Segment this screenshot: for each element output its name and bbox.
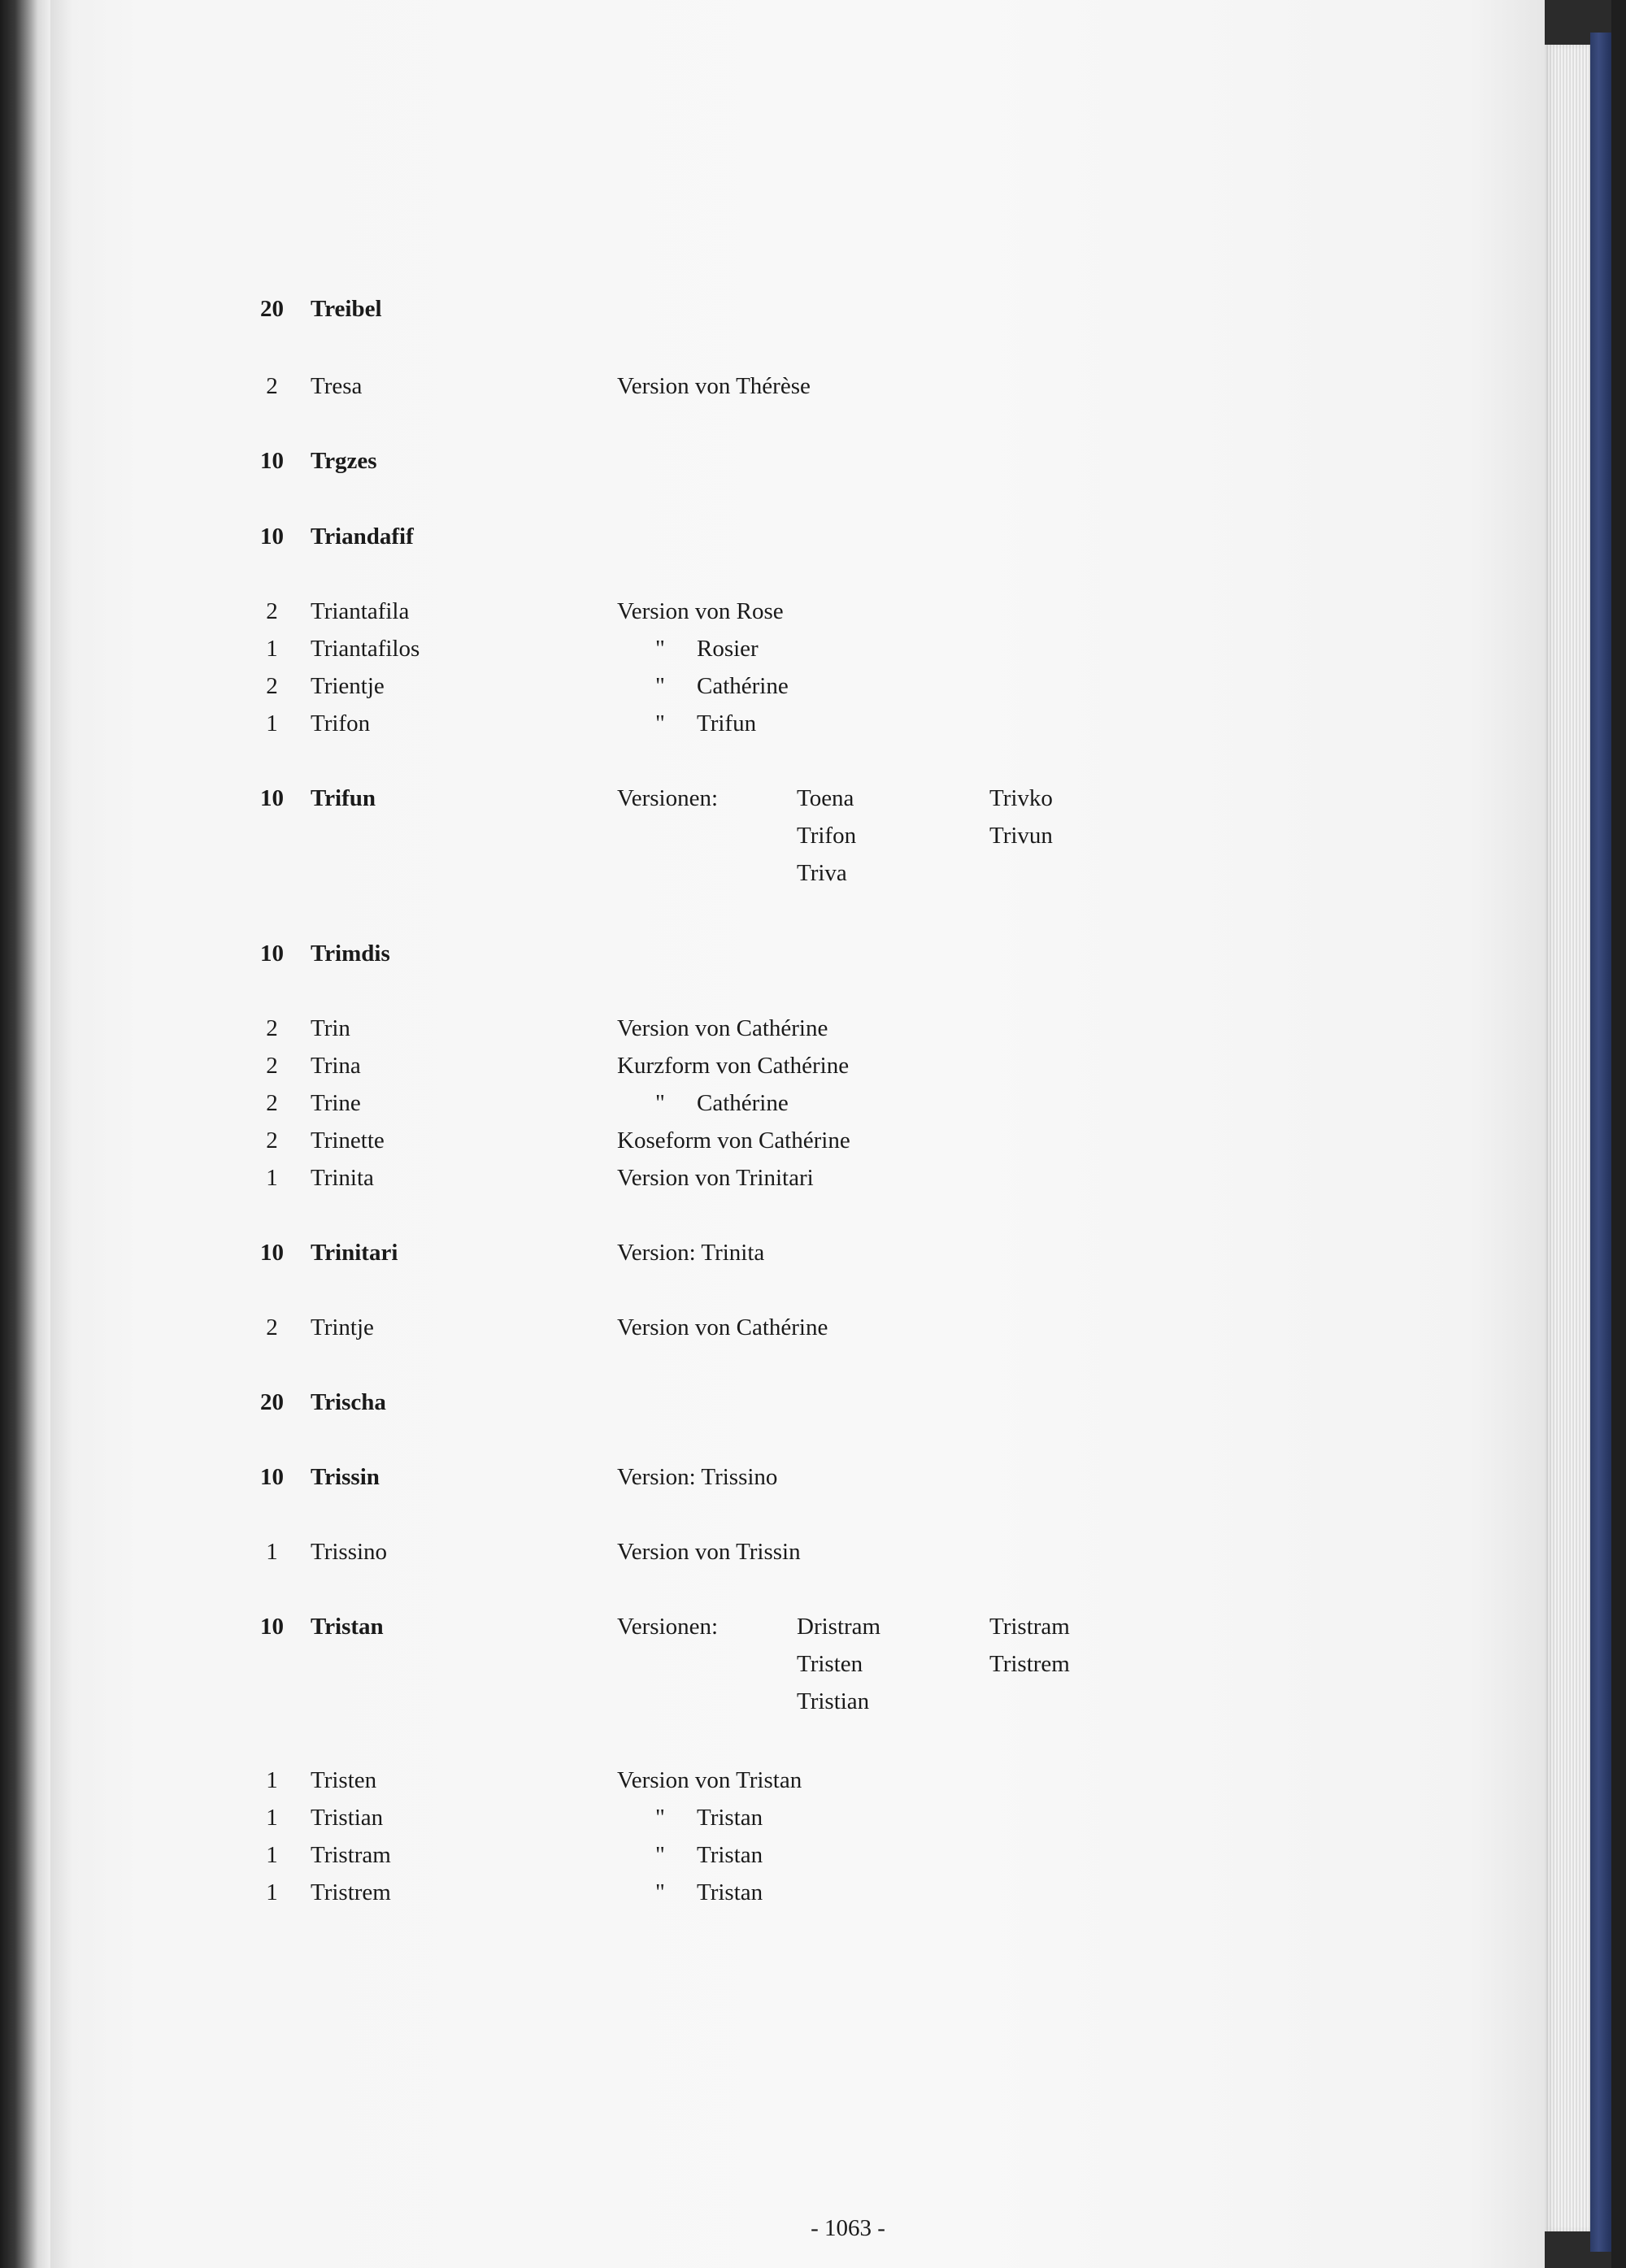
- entry-number: 1: [266, 710, 278, 736]
- entry-name: Tristen: [311, 1767, 377, 1793]
- entry-row: [50, 1610, 1545, 1648]
- versions-label: Versionen:: [617, 785, 719, 811]
- entry-name: Trine: [311, 1090, 361, 1116]
- entry-reference: Trifun: [697, 710, 757, 736]
- entry-row: [50, 1386, 1545, 1423]
- entry-row: [50, 595, 1545, 632]
- entry-reference: Cathérine: [697, 673, 789, 699]
- entry-number: 10: [260, 448, 284, 474]
- entry-reference: Rosier: [697, 636, 759, 662]
- entry-row: [50, 707, 1545, 745]
- entry-number: 1: [266, 1842, 278, 1868]
- page-number: - 1063 -: [811, 2215, 885, 2241]
- version-name: Trifon: [797, 823, 857, 849]
- version-row: [50, 1685, 1545, 1723]
- entry-row: [50, 370, 1545, 407]
- entry-reference: Cathérine: [697, 1090, 789, 1116]
- entry-number: 10: [260, 1464, 284, 1490]
- entry-row: [50, 1162, 1545, 1199]
- entry-row: [50, 632, 1545, 670]
- entry-name: Trissin: [311, 1464, 380, 1490]
- entry-name: Trintje: [311, 1314, 374, 1340]
- ditto-mark: ": [655, 1879, 665, 1905]
- entry-name: Triantafila: [311, 598, 410, 624]
- ditto-mark: ": [655, 1805, 665, 1831]
- entry-reference: Tristan: [697, 1805, 763, 1831]
- entry-number: 1: [266, 1539, 278, 1565]
- entry-number: 1: [266, 1879, 278, 1905]
- entry-row: [50, 1536, 1545, 1573]
- entry-row: [50, 937, 1545, 975]
- entry-name: Trin: [311, 1015, 350, 1041]
- entry-description: Version von Trinitari: [617, 1165, 814, 1191]
- background-edge: [1611, 0, 1626, 2268]
- entry-row: [50, 1124, 1545, 1162]
- entry-number: 1: [266, 1805, 278, 1831]
- entry-name: Trinette: [311, 1127, 385, 1154]
- entry-row: [50, 1839, 1545, 1876]
- entry-row: [50, 782, 1545, 819]
- entry-row: [50, 1764, 1545, 1801]
- entry-number: 2: [266, 1090, 278, 1116]
- entry-row: [50, 1236, 1545, 1274]
- entry-number: 2: [266, 1127, 278, 1154]
- entry-description: Koseform von Cathérine: [617, 1127, 850, 1154]
- entry-number: 10: [260, 785, 284, 811]
- entry-row: [50, 1876, 1545, 1914]
- entry-name: Trinita: [311, 1165, 374, 1191]
- entry-name: Trimdis: [311, 941, 390, 967]
- entry-description: Version von Trissin: [617, 1539, 801, 1565]
- entry-name: Tresa: [311, 373, 363, 399]
- entry-row: [50, 670, 1545, 707]
- entry-name: Tristan: [311, 1614, 384, 1640]
- entry-row: [50, 1801, 1545, 1839]
- entry-number: 10: [260, 1240, 284, 1266]
- entry-number: 1: [266, 1767, 278, 1793]
- entry-name: Treibel: [311, 296, 382, 322]
- entry-number: 20: [260, 296, 284, 322]
- entry-row: [50, 520, 1545, 558]
- entry-number: 10: [260, 941, 284, 967]
- version-name: Tristen: [797, 1651, 863, 1677]
- entry-row: [50, 1311, 1545, 1349]
- version-row: [50, 819, 1545, 857]
- entry-name: Trischa: [311, 1389, 386, 1415]
- entry-row: [50, 1461, 1545, 1498]
- version-row: [50, 1648, 1545, 1685]
- entry-name: Tristrem: [311, 1879, 391, 1905]
- version-name: Toena: [797, 785, 854, 811]
- entry-description: Kurzform von Cathérine: [617, 1053, 850, 1079]
- entry-number: 2: [266, 1015, 278, 1041]
- version-name: Trivun: [989, 823, 1053, 849]
- entry-description: Version von Thérèse: [617, 373, 811, 399]
- version-name: Tristian: [797, 1688, 870, 1714]
- entry-name: Trgzes: [311, 448, 377, 474]
- entry-number: 1: [266, 1165, 278, 1191]
- entry-number: 2: [266, 598, 278, 624]
- entry-number: 2: [266, 1314, 278, 1340]
- entry-description: Version von Rose: [617, 598, 784, 624]
- entry-number: 2: [266, 373, 278, 399]
- entry-name: Tristian: [311, 1805, 384, 1831]
- ditto-mark: ": [655, 1090, 665, 1116]
- entry-description: Version von Cathérine: [617, 1015, 828, 1041]
- entry-number: 10: [260, 1614, 284, 1640]
- entry-name: Trissino: [311, 1539, 388, 1565]
- dictionary-page: [50, 0, 1545, 2268]
- entry-number: 2: [266, 673, 278, 699]
- entry-name: Triantafilos: [311, 636, 420, 662]
- ditto-mark: ": [655, 710, 665, 736]
- entry-row: [50, 445, 1545, 482]
- book-cover-edge: [1590, 33, 1611, 2252]
- entry-description: Version: Trissino: [617, 1464, 778, 1490]
- entry-name: Triandafif: [311, 524, 414, 550]
- entry-number: 20: [260, 1389, 284, 1415]
- version-name: Dristram: [797, 1614, 881, 1640]
- entry-row: [50, 1049, 1545, 1087]
- entry-number: 1: [266, 636, 278, 662]
- versions-label: Versionen:: [617, 1614, 719, 1640]
- entry-description: Version von Tristan: [617, 1767, 802, 1793]
- entry-name: Trifun: [311, 785, 376, 811]
- entry-reference: Tristan: [697, 1879, 763, 1905]
- entry-row: [50, 1087, 1545, 1124]
- entry-name: Tristram: [311, 1842, 391, 1868]
- version-row: [50, 857, 1545, 894]
- entry-row: [50, 1012, 1545, 1049]
- page-stack-edge: [1545, 45, 1590, 2231]
- left-page-edge: [0, 0, 50, 2268]
- version-name: Trivko: [989, 785, 1053, 811]
- entry-number: 2: [266, 1053, 278, 1079]
- ditto-mark: ": [655, 1842, 665, 1868]
- entry-description: Version von Cathérine: [617, 1314, 828, 1340]
- version-name: Tristram: [989, 1614, 1070, 1640]
- entry-number: 10: [260, 524, 284, 550]
- ditto-mark: ": [655, 673, 665, 699]
- entry-reference: Tristan: [697, 1842, 763, 1868]
- entry-description: Version: Trinita: [617, 1240, 765, 1266]
- entry-name: Trientje: [311, 673, 385, 699]
- entry-name: Trifon: [311, 710, 371, 736]
- version-name: Tristrem: [989, 1651, 1070, 1677]
- version-name: Triva: [797, 860, 847, 886]
- entry-name: Trina: [311, 1053, 361, 1079]
- entry-name: Trinitari: [311, 1240, 398, 1266]
- entry-row: [50, 293, 1545, 330]
- ditto-mark: ": [655, 636, 665, 662]
